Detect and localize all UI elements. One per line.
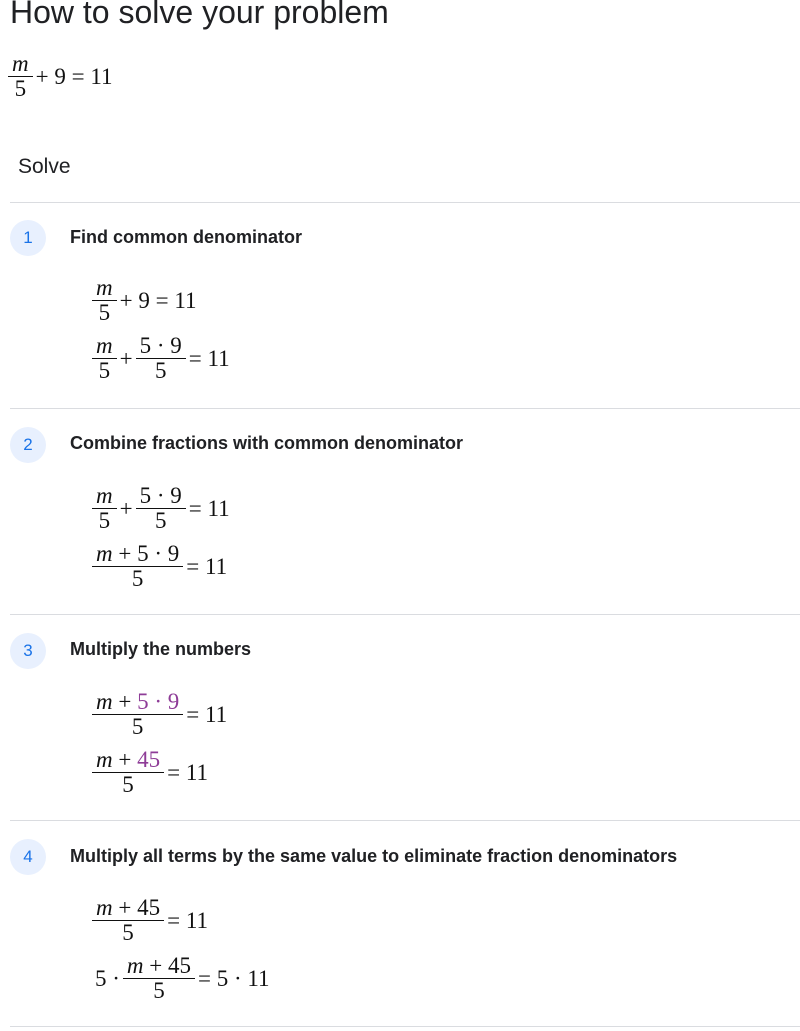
divider: [10, 1026, 800, 1027]
step-number-badge: 2: [10, 427, 46, 463]
fraction: $\frac{m + 5 \cdot 9}{5}$: [92, 542, 183, 591]
fraction: $\frac{m}{5}$: [92, 276, 117, 325]
fraction: $\frac{m + 45}{5}$: [92, 896, 164, 945]
equation-line: $\frac{m}{5}$ + 9 = 11: [92, 276, 199, 325]
equation-line: $\frac{m}{5}$ + $\frac{5 \cdot 9}{5}$ = 11: [92, 484, 233, 533]
fraction: $\frac{m}{5}$: [92, 484, 117, 533]
page-title: How to solve your problem: [10, 0, 389, 30]
equation-line: $\frac{m}{5}$ + $\frac{5 \cdot 9}{5}$ = 11: [92, 334, 233, 383]
equation-line: $\frac{m + 45}{5}$ = 11: [92, 748, 211, 797]
problem-equation: $\frac{m}{5}$ + 9 = 11: [8, 52, 115, 101]
divider: [10, 820, 800, 821]
fraction: $\frac{5 \cdot 9}{5}$: [136, 484, 186, 533]
fraction: $\frac{m + 45}{5}$: [123, 954, 195, 1003]
divider: [10, 202, 800, 203]
step-title: Multiply the numbers: [70, 639, 252, 659]
highlighted-term: 5 · 9: [137, 689, 180, 714]
fraction: $\frac{m + 45}{5}$: [92, 748, 164, 797]
equation-line: 5 · $\frac{m + 45}{5}$ = 5 · 11: [95, 953, 270, 1003]
divider: [10, 408, 800, 409]
step-number-badge: 1: [10, 220, 46, 256]
solve-label: Solve: [18, 155, 71, 178]
step-title: Find common denominator: [70, 227, 302, 247]
step-title: Combine fractions with common denominator: [70, 433, 464, 453]
equation-line: $\frac{m + 45}{5}$ = 11: [92, 896, 211, 945]
fraction: $\frac{m}{5}$: [92, 334, 117, 383]
divider: [10, 614, 800, 615]
step-number-badge: 4: [10, 839, 46, 875]
step-title: Multiply all terms by the same value to eliminate fraction denominators: [70, 846, 678, 866]
equation-line: $\frac{m + 5 \cdot 9}{5}$ = 11: [92, 542, 230, 591]
equation-line: $\frac{m + 5 \cdot 9}{5}$ = 11: [92, 690, 230, 739]
highlighted-term: 45: [137, 747, 161, 772]
step-number-badge: 3: [10, 633, 46, 669]
fraction: $\frac{m + 5 \cdot 9}{5}$: [92, 690, 183, 739]
fraction: $\frac{m}{5}$: [8, 52, 33, 101]
fraction: $\frac{5 \cdot 9}{5}$: [136, 334, 186, 383]
